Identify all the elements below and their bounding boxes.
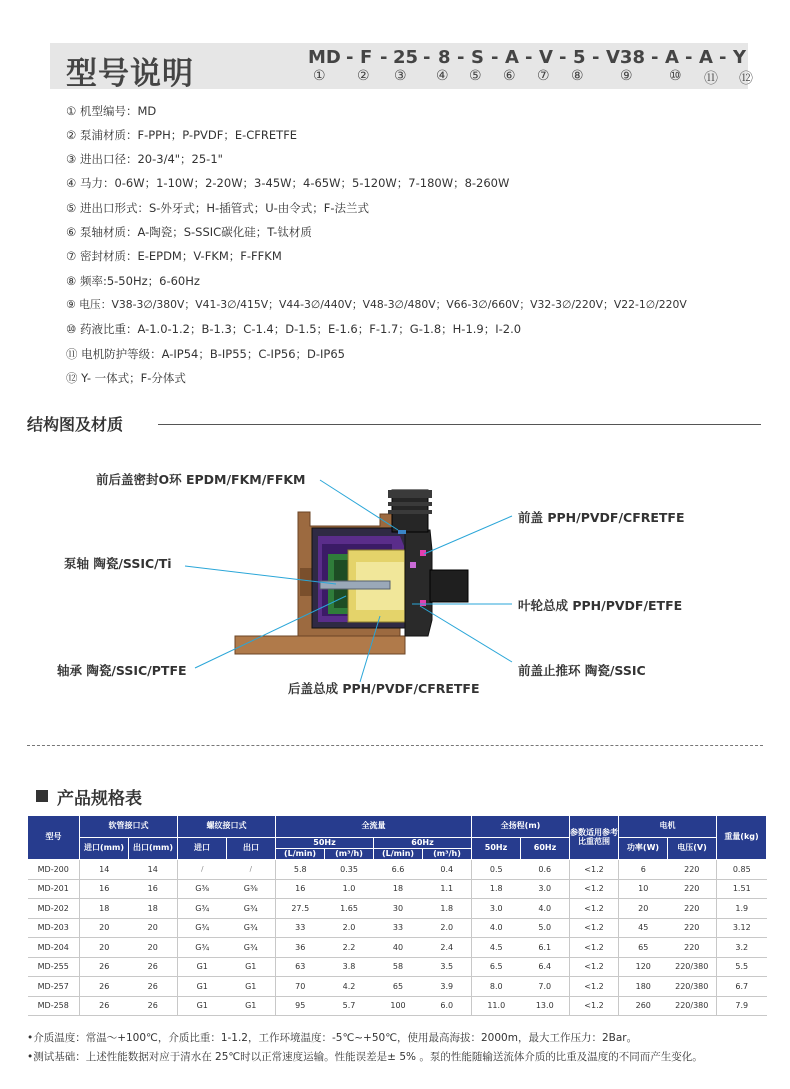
header-flow-50hz: 50Hz xyxy=(276,838,374,849)
table-cell: 3.5 xyxy=(423,957,472,977)
table-cell: 4.0 xyxy=(521,899,570,919)
table-row xyxy=(28,996,767,1016)
table-cell: 5.7 xyxy=(325,996,374,1016)
header-power: 功率(W) xyxy=(619,838,668,860)
label-impeller: 叶轮总成 PPH/PVDF/ETFE xyxy=(518,598,683,613)
code-dash: - xyxy=(525,47,533,68)
table-cell: 1.1 xyxy=(423,879,472,899)
header-head: 全扬程(m) xyxy=(472,816,570,838)
code-segment: V xyxy=(539,47,553,68)
spec-item: ⑨ 电压：V38-3∅/380V；V41-3∅/415V；V44-3∅/440V；V48-3∅/480V；V66-3∅/660V；V32-3∅/220V；V22-1∅/220V xyxy=(66,298,687,311)
label-bearing: 轴承 陶瓷/SSIC/PTFE xyxy=(57,663,187,678)
code-dash: - xyxy=(423,47,431,68)
table-cell: MD-202 xyxy=(28,899,80,919)
note-conditions: •介质温度：常温～+100℃，介质比重：1-1.2，工作环境温度：-5℃~+50℃，使用最高海拔：2000m，最大工作压力：2Bar。 xyxy=(27,1032,638,1044)
spec-item: ⑩ 药液比重：A-1.0-1.2；B-1.3；C-1.4；D-1.5；E-1.6；F-1.7；G-1.8；H-1.9；I-2.0 xyxy=(66,322,522,336)
table-cell: 2.4 xyxy=(423,938,472,958)
header-lmin-50: (L/min) xyxy=(276,849,325,860)
spec-item: ④ 马力：0-6W；1-10W；2-20W；3-45W；4-65W；5-120W；7-180W；8-260W xyxy=(66,176,510,190)
table-cell: 6.7 xyxy=(717,977,767,997)
table-cell: 6.0 xyxy=(423,996,472,1016)
code-dash: - xyxy=(685,47,693,68)
spec-table xyxy=(27,815,767,1016)
code-dash: - xyxy=(380,47,388,68)
table-cell: <1.2 xyxy=(570,860,619,880)
header-weight: 重量(kg) xyxy=(717,816,767,860)
table-cell: MD-257 xyxy=(28,977,80,997)
table-cell: <1.2 xyxy=(570,996,619,1016)
table-cell: 2.0 xyxy=(325,918,374,938)
table-row xyxy=(28,918,767,938)
spec-item: ⑥ 泵轴材质：A-陶瓷；S-SSIC碳化硅；T-钛材质 xyxy=(66,225,312,239)
table-cell: 1.9 xyxy=(717,899,767,919)
header-gravity: 参数适用参考比重范围 xyxy=(570,816,619,860)
code-number: ⑪ xyxy=(704,71,718,87)
code-dash: - xyxy=(651,47,659,68)
spec-item: ⑫ Y- 一体式；F-分体式 xyxy=(66,371,186,385)
section-title-structure: 结构图及材质 xyxy=(27,415,124,434)
code-number: ⑨ xyxy=(620,68,633,84)
table-cell: 3.8 xyxy=(325,957,374,977)
table-cell: G¾ xyxy=(227,938,276,958)
table-row xyxy=(28,938,767,958)
header-m3h-50: (m³/h) xyxy=(325,849,374,860)
table-cell: G1 xyxy=(227,977,276,997)
code-number: ② xyxy=(357,68,370,84)
table-cell: / xyxy=(178,860,227,880)
code-segment: Y xyxy=(733,47,747,68)
table-cell: 16 xyxy=(80,879,129,899)
code-segment: V38 xyxy=(606,47,645,68)
table-row xyxy=(28,977,767,997)
spec-item: ⑪ 电机防护等级：A-IP54；B-IP55；C-IP56；D-IP65 xyxy=(66,347,345,361)
table-row xyxy=(28,899,767,919)
code-segment: 8 xyxy=(438,47,451,68)
table-cell: <1.2 xyxy=(570,899,619,919)
table-cell: G1 xyxy=(178,977,227,997)
spec-table-body xyxy=(28,860,767,1016)
table-cell: 45 xyxy=(619,918,668,938)
code-number: ⑧ xyxy=(571,68,584,84)
table-cell: 26 xyxy=(129,977,178,997)
table-cell: 4.2 xyxy=(325,977,374,997)
table-cell: 0.6 xyxy=(521,860,570,880)
header-thread: 螺纹接口式 xyxy=(178,816,276,838)
code-number: ④ xyxy=(436,68,449,84)
table-cell: G1 xyxy=(178,996,227,1016)
table-cell: 3.12 xyxy=(717,918,767,938)
table-cell: 6 xyxy=(619,860,668,880)
label-rear-cover: 后盖总成 PPH/PVDF/CFRETFE xyxy=(288,681,480,696)
table-cell: G¾ xyxy=(227,899,276,919)
table-cell: 220/380 xyxy=(668,957,717,977)
table-cell: G¾ xyxy=(178,938,227,958)
table-cell: 6.6 xyxy=(374,860,423,880)
table-cell: 6.5 xyxy=(472,957,521,977)
header-head-60hz: 60Hz xyxy=(521,838,570,860)
code-dash: - xyxy=(457,47,465,68)
table-cell: <1.2 xyxy=(570,879,619,899)
table-cell: 0.35 xyxy=(325,860,374,880)
table-cell: 4.0 xyxy=(472,918,521,938)
spec-item: ③ 进出口径：20-3/4"；25-1" xyxy=(66,152,223,166)
table-cell: <1.2 xyxy=(570,918,619,938)
table-cell: 2.0 xyxy=(423,918,472,938)
header-inlet: 进口 xyxy=(178,838,227,860)
table-cell: 70 xyxy=(276,977,325,997)
table-cell: 63 xyxy=(276,957,325,977)
table-cell: 220 xyxy=(668,879,717,899)
table-cell: 30 xyxy=(374,899,423,919)
label-front-cover: 前盖 PPH/PVDF/CFRETFE xyxy=(518,510,685,525)
table-cell: <1.2 xyxy=(570,938,619,958)
table-cell: G1 xyxy=(178,957,227,977)
header-hose: 软管接口式 xyxy=(80,816,178,838)
table-cell: 65 xyxy=(374,977,423,997)
table-cell: 5.5 xyxy=(717,957,767,977)
header-outlet: 出口 xyxy=(227,838,276,860)
table-row xyxy=(28,957,767,977)
section-divider xyxy=(158,424,761,425)
label-thrust-ring: 前盖止推环 陶瓷/SSIC xyxy=(518,663,646,678)
note-test-basis: •测试基础：上述性能数据对应于清水在 25℃时以正常速度运输。性能误差是± 5% 。泵的性能随输送流体介质的比重及温度的不同而产生变化。 xyxy=(27,1051,703,1063)
code-dash: - xyxy=(346,47,354,68)
header-model: 型号 xyxy=(28,816,80,860)
code-number: ③ xyxy=(394,68,407,84)
table-cell: 33 xyxy=(374,918,423,938)
table-cell: MD-258 xyxy=(28,996,80,1016)
label-shaft: 泵轴 陶瓷/SSIC/Ti xyxy=(64,556,172,571)
code-segment: MD xyxy=(308,47,341,68)
code-dash: - xyxy=(491,47,499,68)
header-head-50hz: 50Hz xyxy=(472,838,521,860)
table-cell: 220 xyxy=(668,899,717,919)
code-number: ⑤ xyxy=(469,68,482,84)
table-cell: 26 xyxy=(80,996,129,1016)
table-cell: 58 xyxy=(374,957,423,977)
header-voltage: 电压(V) xyxy=(668,838,717,860)
spec-item: ② 泵浦材质：F-PPH；P-PVDF；E-CFRETFE xyxy=(66,128,298,142)
table-cell: 26 xyxy=(80,977,129,997)
header-motor: 电机 xyxy=(619,816,717,838)
code-segment: 5 xyxy=(573,47,586,68)
header-m3h-60: (m³/h) xyxy=(423,849,472,860)
table-cell: 26 xyxy=(129,996,178,1016)
table-cell: 220 xyxy=(668,918,717,938)
table-cell: 20 xyxy=(80,938,129,958)
table-cell: 18 xyxy=(129,899,178,919)
label-oring: 前后盖密封O环 EPDM/FKM/FFKM xyxy=(96,472,306,487)
table-cell: 20 xyxy=(129,938,178,958)
table-cell: 36 xyxy=(276,938,325,958)
table-cell: 20 xyxy=(129,918,178,938)
code-number: ⑩ xyxy=(669,68,682,84)
table-cell: 14 xyxy=(80,860,129,880)
pump-structure-diagram xyxy=(0,450,790,710)
table-cell: 26 xyxy=(80,957,129,977)
table-cell: 10 xyxy=(619,879,668,899)
table-cell: 1.8 xyxy=(423,899,472,919)
table-cell: 0.85 xyxy=(717,860,767,880)
table-cell: 40 xyxy=(374,938,423,958)
table-row xyxy=(28,860,767,880)
model-code xyxy=(308,47,753,87)
table-cell: G1 xyxy=(227,996,276,1016)
section-title-table: 产品规格表 xyxy=(57,789,142,809)
spec-item: ⑧ 频率:5-50Hz；6-60Hz xyxy=(66,274,200,288)
table-cell: G¾ xyxy=(227,918,276,938)
header-flow-60hz: 60Hz xyxy=(374,838,472,849)
code-segment: F xyxy=(360,47,373,68)
code-dash: - xyxy=(559,47,567,68)
table-cell: 20 xyxy=(80,918,129,938)
code-segment: A xyxy=(699,47,713,68)
table-cell: 0.5 xyxy=(472,860,521,880)
table-cell: 220/380 xyxy=(668,996,717,1016)
code-dash: - xyxy=(719,47,727,68)
table-cell: 18 xyxy=(374,879,423,899)
header-lmin-60: (L/min) xyxy=(374,849,423,860)
section-bullet xyxy=(36,790,48,802)
code-number: ⑫ xyxy=(739,71,753,87)
table-cell: 0.4 xyxy=(423,860,472,880)
table-cell: 260 xyxy=(619,996,668,1016)
table-cell: G¾ xyxy=(178,899,227,919)
table-cell: 2.2 xyxy=(325,938,374,958)
code-number: ⑥ xyxy=(503,68,516,84)
table-cell: 1.51 xyxy=(717,879,767,899)
table-cell: G⅜ xyxy=(178,879,227,899)
table-cell: 65 xyxy=(619,938,668,958)
table-cell: <1.2 xyxy=(570,957,619,977)
table-cell: 220/380 xyxy=(668,977,717,997)
code-segment: 25 xyxy=(393,47,419,68)
table-row xyxy=(28,879,767,899)
table-cell: 95 xyxy=(276,996,325,1016)
table-cell: 14 xyxy=(129,860,178,880)
table-cell: MD-201 xyxy=(28,879,80,899)
table-cell: 1.65 xyxy=(325,899,374,919)
table-cell: 120 xyxy=(619,957,668,977)
table-cell: MD-203 xyxy=(28,918,80,938)
table-cell: 3.2 xyxy=(717,938,767,958)
table-cell: 8.0 xyxy=(472,977,521,997)
table-cell: <1.2 xyxy=(570,977,619,997)
code-segment: A xyxy=(665,47,679,68)
table-cell: G⅜ xyxy=(227,879,276,899)
table-cell: 33 xyxy=(276,918,325,938)
table-cell: 220 xyxy=(668,938,717,958)
code-number: ① xyxy=(313,68,326,84)
table-cell: G1 xyxy=(227,957,276,977)
table-cell: MD-200 xyxy=(28,860,80,880)
code-dash: - xyxy=(592,47,600,68)
table-cell: 1.8 xyxy=(472,879,521,899)
table-cell: MD-204 xyxy=(28,938,80,958)
table-cell: 26 xyxy=(129,957,178,977)
table-cell: 18 xyxy=(80,899,129,919)
table-cell: 1.0 xyxy=(325,879,374,899)
table-cell: 3.0 xyxy=(521,879,570,899)
page-title: 型号说明 xyxy=(66,56,194,92)
spec-item: ① 机型编号：MD xyxy=(66,104,157,118)
table-cell: 100 xyxy=(374,996,423,1016)
table-cell: 16 xyxy=(129,879,178,899)
table-cell: 3.0 xyxy=(472,899,521,919)
table-cell: 16 xyxy=(276,879,325,899)
code-segment: A xyxy=(505,47,519,68)
table-cell: 6.1 xyxy=(521,938,570,958)
table-cell: 5.8 xyxy=(276,860,325,880)
code-segment: S xyxy=(471,47,484,68)
table-cell: 20 xyxy=(619,899,668,919)
code-number: ⑦ xyxy=(537,68,550,84)
table-cell: 4.5 xyxy=(472,938,521,958)
spec-item: ⑤ 进出口形式：S-外牙式；H-插管式；U-由令式；F-法兰式 xyxy=(66,201,370,215)
dashed-divider xyxy=(27,745,763,746)
table-cell: 5.0 xyxy=(521,918,570,938)
header-inlet-mm: 进口(mm) xyxy=(80,838,129,860)
spec-item: ⑦ 密封材质：E-EPDM；V-FKM；F-FFKM xyxy=(66,249,282,263)
table-cell: 3.9 xyxy=(423,977,472,997)
table-cell: 180 xyxy=(619,977,668,997)
table-cell: 13.0 xyxy=(521,996,570,1016)
table-cell: 7.9 xyxy=(717,996,767,1016)
table-cell: G¾ xyxy=(178,918,227,938)
header-flow: 全流量 xyxy=(276,816,472,838)
table-cell: 220 xyxy=(668,860,717,880)
model-code-header xyxy=(50,43,753,92)
table-cell: 6.4 xyxy=(521,957,570,977)
table-cell: 27.5 xyxy=(276,899,325,919)
header-outlet-mm: 出口(mm) xyxy=(129,838,178,860)
table-cell: / xyxy=(227,860,276,880)
table-cell: 7.0 xyxy=(521,977,570,997)
table-cell: MD-255 xyxy=(28,957,80,977)
table-cell: 11.0 xyxy=(472,996,521,1016)
